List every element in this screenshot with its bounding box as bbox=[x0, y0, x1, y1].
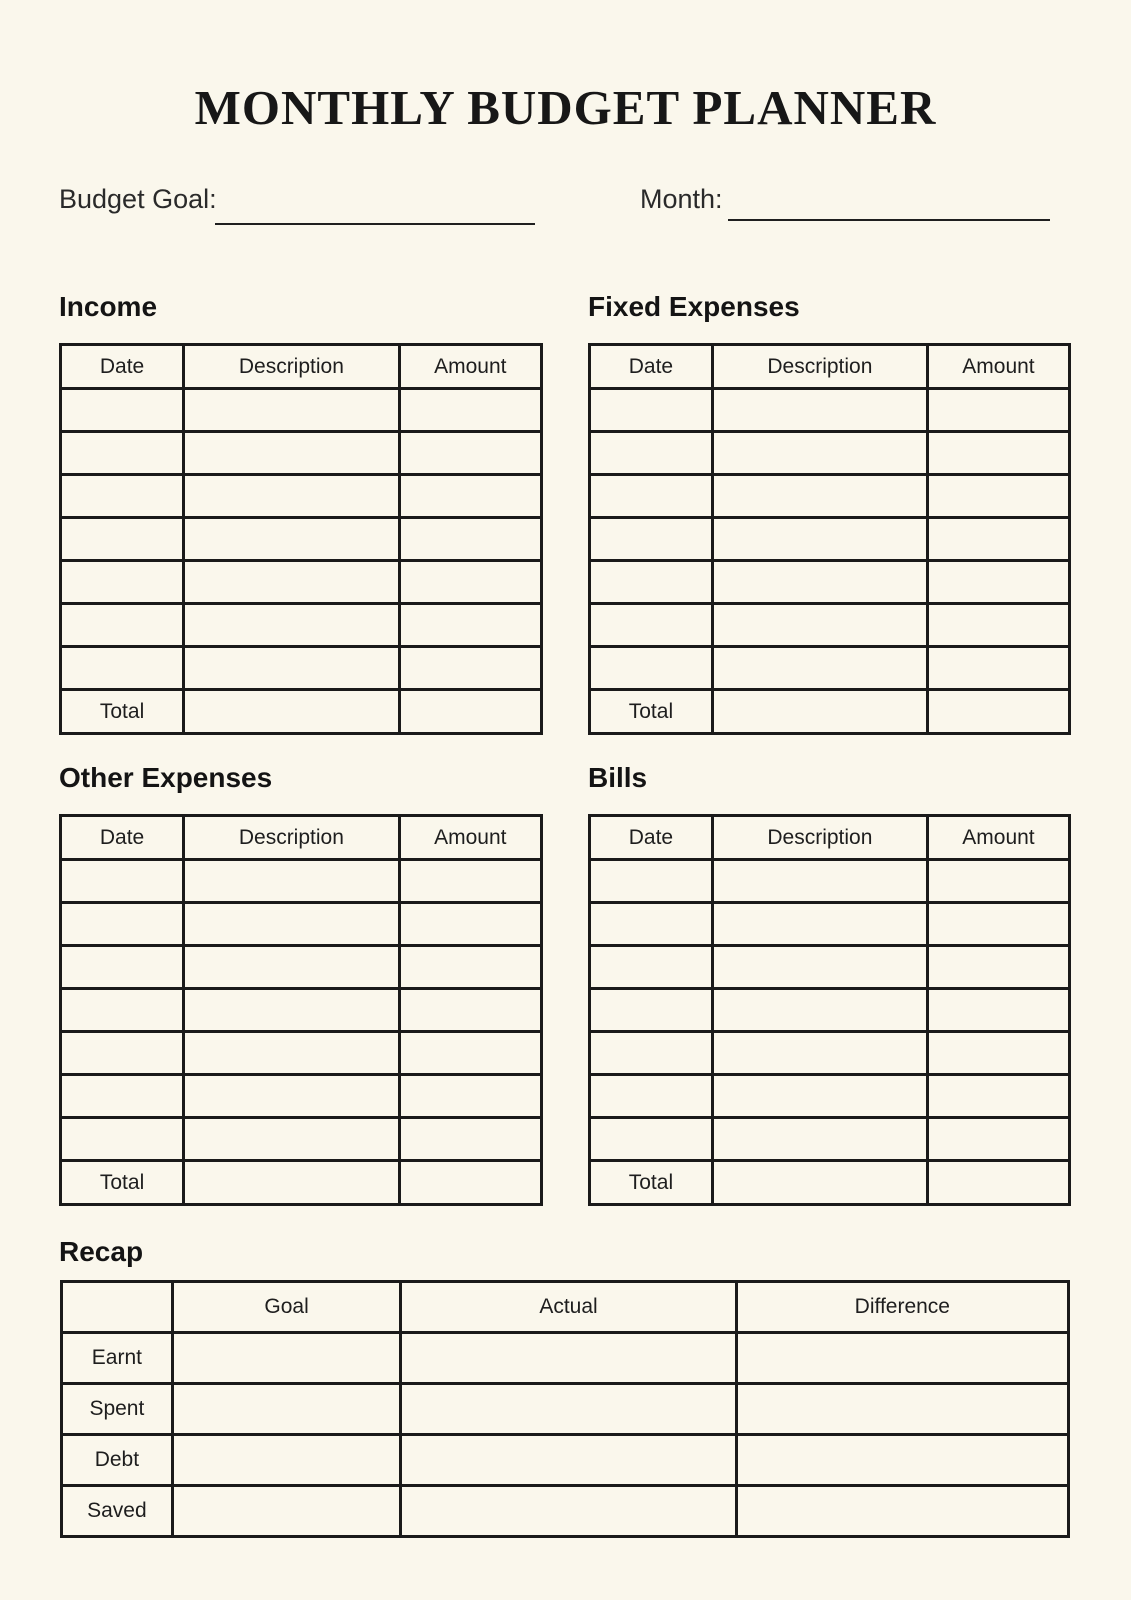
entry-cell[interactable] bbox=[61, 903, 184, 946]
recap-row-label-earnt: Earnt bbox=[62, 1333, 173, 1384]
other-expenses-entry-rows bbox=[61, 860, 542, 1161]
entry-row bbox=[590, 903, 1070, 946]
budget-goal-input-line[interactable] bbox=[215, 199, 535, 225]
entry-cell[interactable] bbox=[712, 946, 927, 989]
entry-cell[interactable] bbox=[590, 989, 713, 1032]
entry-cell[interactable] bbox=[399, 389, 541, 432]
entry-cell[interactable] bbox=[184, 1075, 399, 1118]
entry-cell[interactable] bbox=[399, 1118, 541, 1161]
entry-cell[interactable] bbox=[184, 1032, 399, 1075]
entry-cell[interactable] bbox=[590, 518, 713, 561]
bills-table bbox=[588, 814, 1071, 1206]
entry-row bbox=[61, 561, 542, 604]
entry-row bbox=[61, 475, 542, 518]
recap-table bbox=[60, 1280, 1070, 1538]
recap-earnt-difference-cell[interactable] bbox=[736, 1333, 1068, 1384]
entry-cell[interactable] bbox=[61, 1032, 184, 1075]
total-label: Total bbox=[590, 690, 713, 734]
entry-cell[interactable] bbox=[712, 1118, 927, 1161]
entry-cell[interactable] bbox=[399, 989, 541, 1032]
entry-cell[interactable] bbox=[184, 647, 399, 690]
recap-corner-cell bbox=[62, 1282, 173, 1333]
column-header-date: Date bbox=[590, 816, 713, 860]
total-row bbox=[61, 1161, 542, 1205]
entry-row bbox=[590, 389, 1070, 432]
entry-row bbox=[61, 1118, 542, 1161]
entry-row bbox=[61, 604, 542, 647]
entry-cell[interactable] bbox=[61, 389, 184, 432]
recap-saved-goal-cell[interactable] bbox=[172, 1486, 401, 1537]
entry-cell[interactable] bbox=[712, 903, 927, 946]
entry-cell[interactable] bbox=[927, 946, 1069, 989]
entry-cell[interactable] bbox=[712, 1075, 927, 1118]
recap-row-earnt bbox=[62, 1333, 1069, 1384]
entry-cell[interactable] bbox=[590, 1032, 713, 1075]
column-header-description: Description bbox=[712, 345, 927, 389]
entry-cell[interactable] bbox=[399, 946, 541, 989]
column-header-date: Date bbox=[590, 345, 713, 389]
recap-header-row bbox=[62, 1282, 1069, 1333]
entry-cell[interactable] bbox=[184, 561, 399, 604]
entry-row bbox=[590, 561, 1070, 604]
column-header-description: Description bbox=[712, 816, 927, 860]
entry-row bbox=[590, 647, 1070, 690]
entry-row bbox=[590, 1075, 1070, 1118]
entry-cell[interactable] bbox=[399, 518, 541, 561]
entry-cell[interactable] bbox=[590, 946, 713, 989]
fixed-expenses-table bbox=[588, 343, 1071, 735]
entry-cell[interactable] bbox=[712, 604, 927, 647]
entry-cell[interactable] bbox=[927, 561, 1069, 604]
entry-cell[interactable] bbox=[184, 860, 399, 903]
section-title-recap: Recap bbox=[59, 1236, 144, 1267]
total-amount-cell[interactable] bbox=[399, 1161, 541, 1205]
bills-entry-rows bbox=[590, 860, 1070, 1161]
total-description-cell[interactable] bbox=[184, 690, 399, 734]
entry-cell[interactable] bbox=[184, 903, 399, 946]
entry-cell[interactable] bbox=[590, 903, 713, 946]
entry-cell[interactable] bbox=[184, 946, 399, 989]
entry-cell[interactable] bbox=[399, 561, 541, 604]
total-row bbox=[590, 690, 1070, 734]
total-description-cell[interactable] bbox=[184, 1161, 399, 1205]
total-label: Total bbox=[61, 690, 184, 734]
total-label: Total bbox=[590, 1161, 713, 1205]
entry-cell[interactable] bbox=[712, 1032, 927, 1075]
column-header-amount: Amount bbox=[927, 816, 1069, 860]
entry-cell[interactable] bbox=[590, 604, 713, 647]
header-row bbox=[590, 816, 1070, 860]
column-header-date: Date bbox=[61, 345, 184, 389]
recap-row-label-saved: Saved bbox=[62, 1486, 173, 1537]
entry-cell[interactable] bbox=[399, 647, 541, 690]
total-amount-cell[interactable] bbox=[399, 690, 541, 734]
entry-cell[interactable] bbox=[61, 647, 184, 690]
entry-cell[interactable] bbox=[184, 1118, 399, 1161]
entry-cell[interactable] bbox=[927, 860, 1069, 903]
entry-row bbox=[61, 389, 542, 432]
recap-debt-difference-cell[interactable] bbox=[736, 1435, 1068, 1486]
entry-cell[interactable] bbox=[61, 946, 184, 989]
entry-cell[interactable] bbox=[184, 604, 399, 647]
total-label: Total bbox=[61, 1161, 184, 1205]
entry-row bbox=[590, 1118, 1070, 1161]
entry-row bbox=[590, 432, 1070, 475]
entry-cell[interactable] bbox=[712, 389, 927, 432]
entry-row bbox=[61, 432, 542, 475]
recap-row-label-spent: Spent bbox=[62, 1384, 173, 1435]
entry-cell[interactable] bbox=[712, 518, 927, 561]
entry-row bbox=[61, 1032, 542, 1075]
total-description-cell[interactable] bbox=[712, 690, 927, 734]
column-header-amount: Amount bbox=[399, 345, 541, 389]
entry-cell[interactable] bbox=[590, 647, 713, 690]
entry-cell[interactable] bbox=[399, 604, 541, 647]
entry-cell[interactable] bbox=[590, 561, 713, 604]
recap-row-label-debt: Debt bbox=[62, 1435, 173, 1486]
income-entry-rows bbox=[61, 389, 542, 690]
recap-column-header-actual: Actual bbox=[401, 1282, 736, 1333]
fixed-expenses-entry-rows bbox=[590, 389, 1070, 690]
entry-row bbox=[61, 989, 542, 1032]
entry-cell[interactable] bbox=[927, 1118, 1069, 1161]
recap-row-spent bbox=[62, 1384, 1069, 1435]
entry-row bbox=[61, 903, 542, 946]
entry-cell[interactable] bbox=[184, 389, 399, 432]
section-title-income: Income bbox=[59, 291, 158, 322]
entry-cell[interactable] bbox=[927, 1032, 1069, 1075]
entry-cell[interactable] bbox=[184, 989, 399, 1032]
entry-cell[interactable] bbox=[184, 432, 399, 475]
total-description-cell[interactable] bbox=[712, 1161, 927, 1205]
entry-row bbox=[590, 518, 1070, 561]
entry-row bbox=[590, 860, 1070, 903]
entry-cell[interactable] bbox=[927, 518, 1069, 561]
recap-row-debt bbox=[62, 1435, 1069, 1486]
header-row bbox=[61, 345, 542, 389]
entry-cell[interactable] bbox=[399, 475, 541, 518]
entry-row bbox=[61, 647, 542, 690]
entry-cell[interactable] bbox=[61, 518, 184, 561]
entry-cell[interactable] bbox=[712, 432, 927, 475]
section-title-other-expenses: Other Expenses bbox=[59, 762, 273, 793]
entry-cell[interactable] bbox=[712, 860, 927, 903]
entry-cell[interactable] bbox=[61, 561, 184, 604]
entry-cell[interactable] bbox=[590, 860, 713, 903]
recap-debt-actual-cell[interactable] bbox=[401, 1435, 736, 1486]
recap-row-saved bbox=[62, 1486, 1069, 1537]
entry-cell[interactable] bbox=[927, 989, 1069, 1032]
entry-cell[interactable] bbox=[927, 475, 1069, 518]
recap-saved-actual-cell[interactable] bbox=[401, 1486, 736, 1537]
recap-column-header-difference: Difference bbox=[736, 1282, 1068, 1333]
entry-cell[interactable] bbox=[712, 989, 927, 1032]
entry-cell[interactable] bbox=[927, 389, 1069, 432]
entry-row bbox=[61, 860, 542, 903]
total-row bbox=[590, 1161, 1070, 1205]
other-expenses-table bbox=[59, 814, 543, 1206]
header-row bbox=[61, 816, 542, 860]
column-header-description: Description bbox=[184, 345, 399, 389]
entry-cell[interactable] bbox=[399, 432, 541, 475]
month-input-line[interactable] bbox=[728, 195, 1050, 221]
entry-row bbox=[590, 604, 1070, 647]
total-amount-cell[interactable] bbox=[927, 1161, 1069, 1205]
entry-row bbox=[590, 475, 1070, 518]
recap-debt-goal-cell[interactable] bbox=[172, 1435, 401, 1486]
entry-cell[interactable] bbox=[61, 604, 184, 647]
entry-cell[interactable] bbox=[399, 903, 541, 946]
column-header-amount: Amount bbox=[399, 816, 541, 860]
entry-row bbox=[590, 946, 1070, 989]
entry-row bbox=[590, 1032, 1070, 1075]
entry-cell[interactable] bbox=[61, 475, 184, 518]
recap-earnt-actual-cell[interactable] bbox=[401, 1333, 736, 1384]
entry-row bbox=[61, 946, 542, 989]
recap-earnt-goal-cell[interactable] bbox=[172, 1333, 401, 1384]
entry-cell[interactable] bbox=[590, 1118, 713, 1161]
entry-cell[interactable] bbox=[927, 604, 1069, 647]
entry-cell[interactable] bbox=[712, 647, 927, 690]
entry-cell[interactable] bbox=[61, 860, 184, 903]
page-title: MONTHLY BUDGET PLANNER bbox=[194, 80, 937, 135]
entry-row bbox=[61, 518, 542, 561]
entry-cell[interactable] bbox=[61, 1075, 184, 1118]
recap-column-header-goal: Goal bbox=[172, 1282, 401, 1333]
entry-cell[interactable] bbox=[927, 903, 1069, 946]
section-title-fixed-expenses: Fixed Expenses bbox=[588, 291, 800, 322]
recap-spent-difference-cell[interactable] bbox=[736, 1384, 1068, 1435]
entry-cell[interactable] bbox=[399, 1032, 541, 1075]
total-amount-cell[interactable] bbox=[927, 690, 1069, 734]
entry-cell[interactable] bbox=[184, 518, 399, 561]
entry-cell[interactable] bbox=[927, 432, 1069, 475]
recap-spent-goal-cell[interactable] bbox=[172, 1384, 401, 1435]
column-header-description: Description bbox=[184, 816, 399, 860]
entry-cell[interactable] bbox=[399, 860, 541, 903]
entry-cell[interactable] bbox=[927, 1075, 1069, 1118]
column-header-date: Date bbox=[61, 816, 184, 860]
month-label: Month: bbox=[640, 184, 723, 214]
entry-cell[interactable] bbox=[184, 475, 399, 518]
section-title-bills: Bills bbox=[588, 762, 648, 793]
entry-cell[interactable] bbox=[61, 989, 184, 1032]
entry-row bbox=[590, 989, 1070, 1032]
entry-cell[interactable] bbox=[712, 561, 927, 604]
entry-cell[interactable] bbox=[61, 432, 184, 475]
entry-cell[interactable] bbox=[927, 647, 1069, 690]
entry-cell[interactable] bbox=[590, 389, 713, 432]
recap-saved-difference-cell[interactable] bbox=[736, 1486, 1068, 1537]
entry-row bbox=[61, 1075, 542, 1118]
entry-cell[interactable] bbox=[61, 1118, 184, 1161]
entry-cell[interactable] bbox=[590, 475, 713, 518]
column-header-amount: Amount bbox=[927, 345, 1069, 389]
total-row bbox=[61, 690, 542, 734]
entry-cell[interactable] bbox=[590, 1075, 713, 1118]
budget-goal-label: Budget Goal: bbox=[59, 184, 217, 214]
entry-cell[interactable] bbox=[590, 432, 713, 475]
income-table bbox=[59, 343, 543, 735]
entry-cell[interactable] bbox=[399, 1075, 541, 1118]
recap-spent-actual-cell[interactable] bbox=[401, 1384, 736, 1435]
header-row bbox=[590, 345, 1070, 389]
entry-cell[interactable] bbox=[712, 475, 927, 518]
